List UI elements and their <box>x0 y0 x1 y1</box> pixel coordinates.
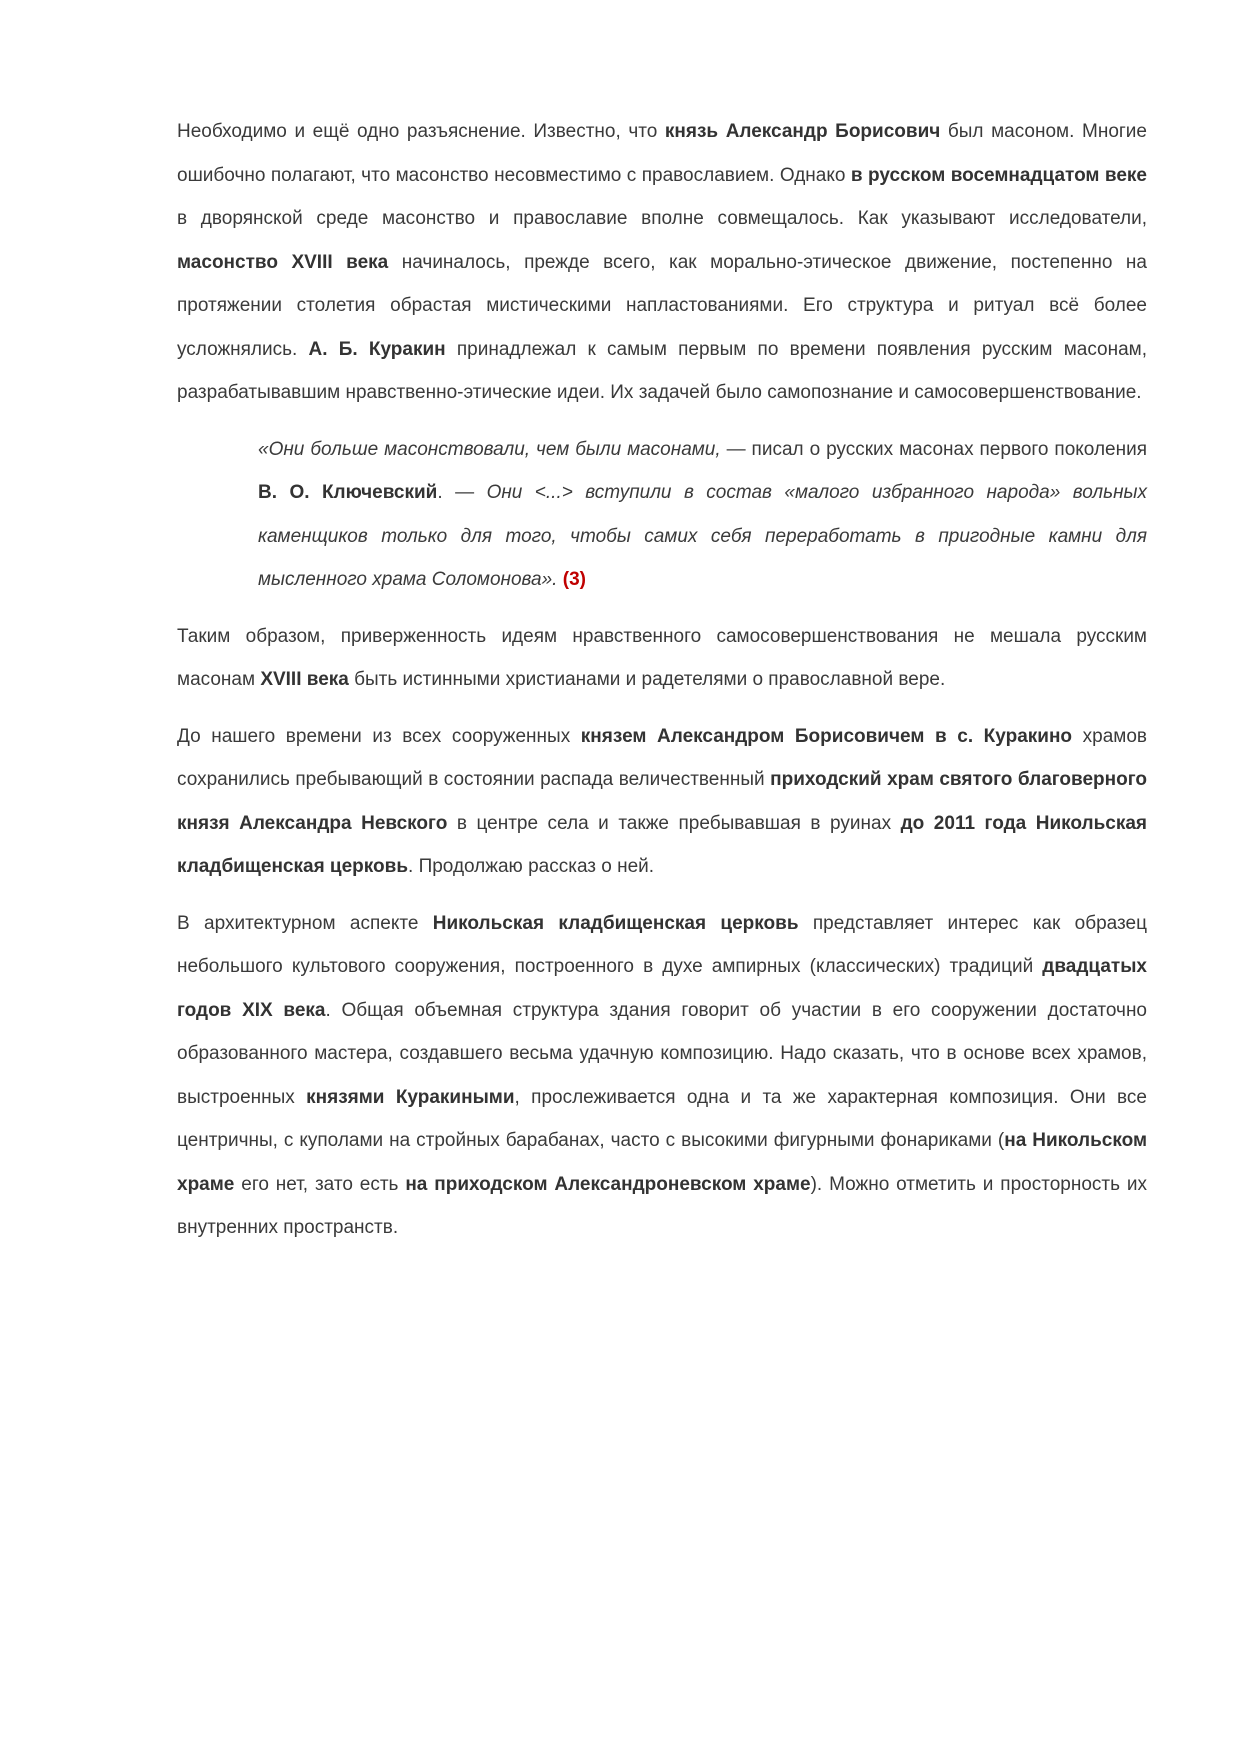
paragraph-conclusion <box>177 615 1147 702</box>
body-text: в центре села и также пребывавшая в руинах <box>447 812 901 834</box>
body-text: До нашего времени из всех сооруженных <box>177 725 581 747</box>
bold-text: двадцатых годов XIX века <box>177 956 1147 1021</box>
footnote-reference-link[interactable]: (3) <box>562 569 586 590</box>
paragraph-architecture <box>177 902 1147 1250</box>
document-page <box>177 110 1147 1263</box>
bold-text: Никольская кладбищенская церковь <box>432 912 799 934</box>
bold-text: князями Куракиными <box>306 1086 515 1108</box>
italic-quote-text: Они <...> вступили в состав «малого избранного народа» вольных каменщиков только для того, чтобы самих себя переработать в пригодные камни для мысленного храма Соломонова». <box>258 482 1148 590</box>
bold-text: XVIII века <box>260 669 349 690</box>
bold-text: В. О. Ключевский <box>258 482 438 503</box>
body-text: Необходимо и ещё одно разъяснение. Известно, что <box>177 121 665 142</box>
body-text: В архитектурном аспекте <box>177 912 433 934</box>
body-text: начиналось, прежде всего, как морально-этическое движение, постепенно на протяжении столетия обрастая мистическими напластованиями. Его структура и ритуал всё более усложнялись. <box>177 251 1147 360</box>
body-text: принадлежал к самым первым по времени появления русским масонам, разрабатывавшим нравственно-этические идеи. Их задачей было самопознание и самосовершенствование. <box>177 338 1147 403</box>
body-text: , прослеживается одна и та же характерная композиция. Они все центричны, с куполами на стройных барабанах, часто с высокими фигурными фонариками ( <box>177 1086 1147 1151</box>
bold-text: приходский храм святого благоверного князя Александра Невского <box>177 769 1147 834</box>
bold-text: на Никольском храме <box>177 1130 1148 1195</box>
bold-text: до 2011 года Никольская кладбищенская церковь <box>177 812 1148 877</box>
body-text: Таким образом, приверженность идеям нравственного самосовершенствования не мешала русским масонам <box>177 625 1147 690</box>
body-text: . Общая объемная структура здания говорит об участии в его сооружении достаточно образованного мастера, создавшего весьма удачную композицию. Надо сказать, что в основе всех храмов, выстроенных <box>177 999 1148 1108</box>
body-text: был масоном. Многие ошибочно полагают, что масонство несовместимо с православием. Однако <box>177 121 1147 186</box>
body-text: — писал о русских масонах первого поколения <box>720 438 1147 460</box>
body-text: . Продолжаю рассказ о ней. <box>408 856 655 877</box>
bold-text: на приходском Александроневском храме <box>405 1173 811 1195</box>
italic-quote-text: «Они больше масонствовали, чем были масонами, <box>258 438 721 460</box>
bold-text: А. Б. Куракин <box>308 338 446 360</box>
paragraph-surviving-churches <box>177 715 1147 889</box>
quote-klyuchevsky <box>258 428 1147 602</box>
body-text: ). Можно отметить и просторность их внутренних пространств. <box>177 1173 1147 1238</box>
bold-text: масонство XVIII века <box>177 251 389 273</box>
bold-text: князь Александр Борисович <box>664 121 941 142</box>
body-text: храмов сохранились пребывающий в состоянии распада величественный <box>177 725 1147 790</box>
body-text: представляет интерес как образец небольшого культового сооружения, построенного в духе ампирных (классических) традиций <box>177 912 1147 977</box>
body-text: быть истинными христианами и радетелями о православной вере. <box>348 669 946 690</box>
body-text: в дворянской среде масонство и православие вполне совмещалось. Как указывают исследователи, <box>177 208 1147 229</box>
bold-text: в русском восемнадцатом веке <box>850 164 1147 186</box>
body-text: . — <box>437 482 487 503</box>
body-text: его нет, зато есть <box>234 1173 406 1195</box>
bold-text: князем Александром Борисовичем в с. Куракино <box>580 725 1073 747</box>
paragraph-masonry-intro <box>177 110 1147 415</box>
